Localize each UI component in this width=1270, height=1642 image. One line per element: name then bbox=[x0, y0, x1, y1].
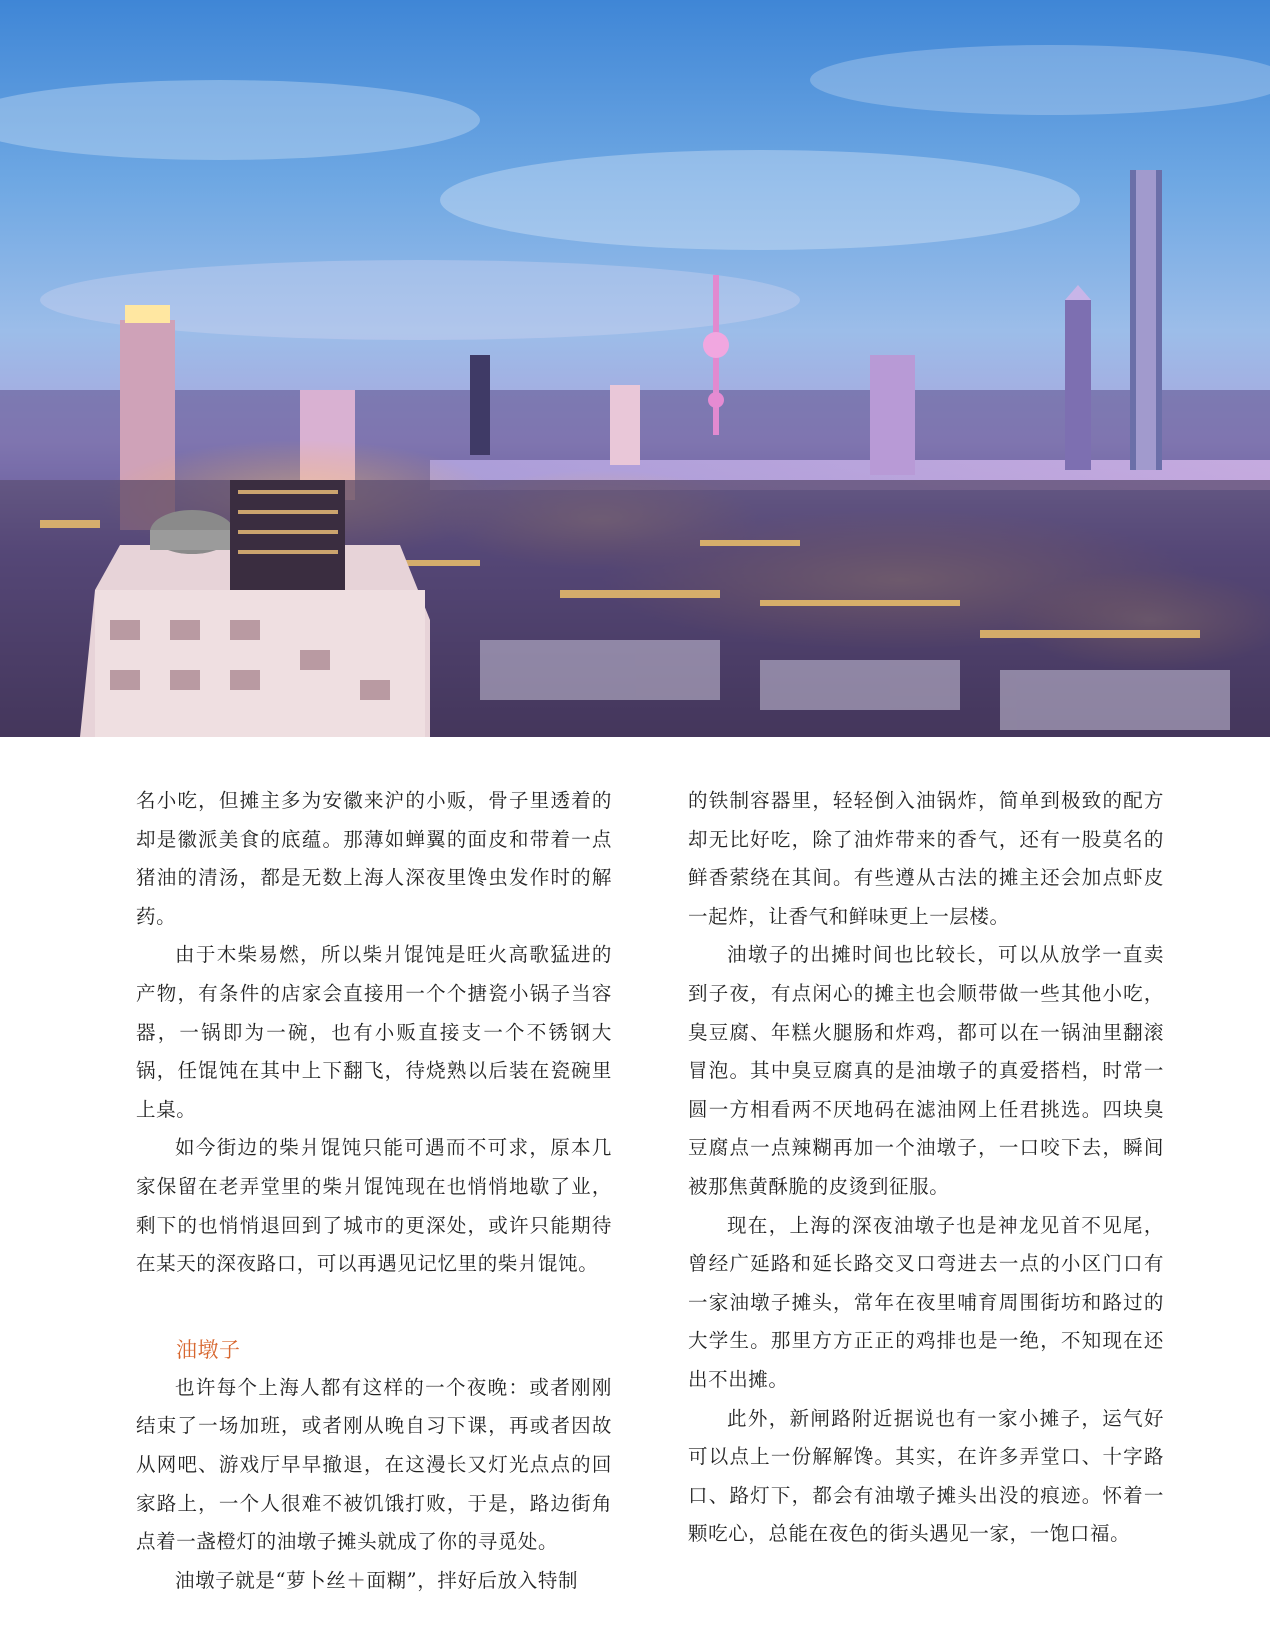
paragraph: 现在，上海的深夜油墩子也是神龙见首不见尾，曾经广延路和延长路交叉口弯进去一点的小区门口有一家油墩子摊头，常年在夜里哺育周围街坊和路过的大学生。那里方方正正的鸡排也是一绝，不知现在还出不出摊。 bbox=[688, 1213, 1164, 1391]
article-left-column bbox=[136, 782, 612, 1600]
hero-cityscape-photo bbox=[0, 0, 1270, 737]
paragraph: 也许每个上海人都有这样的一个夜晚：或者刚刚结束了一场加班，或者刚从晚自习下课，再或者因故从网吧、游戏厅早早撤退，在这漫长又灯光点点的回家路上，一个人很难不被饥饿打败，于是，路边街角点着一盏橙灯的油墩子摊头就成了你的寻觅处。 bbox=[136, 1375, 612, 1554]
article-right-column bbox=[688, 782, 1164, 1554]
paragraph: 名小吃，但摊主多为安徽来沪的小贩，骨子里透着的却是徽派美食的底蕴。那薄如蝉翼的面皮和带着一点猪油的清汤，都是无数上海人深夜里馋虫发作时的解药。 bbox=[136, 789, 612, 928]
paragraph: 油墩子就是“萝卜丝＋面糊”，拌好后放入特制 bbox=[175, 1568, 579, 1592]
paragraph: 此外，新闸路附近据说也有一家小摊子，运气好可以点上一份解解馋。其实，在许多弄堂口、十字路口、路灯下，都会有油墩子摊头出没的痕迹。怀着一颗吃心，总能在夜色的街头遇见一家，一饱口福。 bbox=[688, 1406, 1164, 1546]
section-heading: 油墩子 bbox=[176, 1337, 241, 1362]
cityscape-illustration bbox=[0, 0, 1270, 737]
paragraph: 由于木柴易燃，所以柴爿馄饨是旺火高歌猛进的产物，有条件的店家会直接用一个个搪瓷小锅子当容器，一锅即为一碗，也有小贩直接支一个不锈钢大锅，任馄饨在其中上下翻飞，待烧熟以后装在瓷碗里上桌。 bbox=[136, 943, 612, 1121]
paragraph: 的铁制容器里，轻轻倒入油锅炸，简单到极致的配方却无比好吃，除了油炸带来的香气，还有一股莫名的鲜香萦绕在其间。有些遵从古法的摊主还会加点虾皮一起炸，让香气和鲜味更上一层楼。 bbox=[688, 789, 1164, 928]
paragraph: 如今街边的柴爿馄饨只能可遇而不可求，原本几家保留在老弄堂里的柴爿馄饨现在也悄悄地歇了业，剩下的也悄悄退回到了城市的更深处，或许只能期待在某天的深夜路口，可以再遇见记忆里的柴爿馄饨。 bbox=[136, 1136, 612, 1276]
paragraph: 油墩子的出摊时间也比较长，可以从放学一直卖到子夜，有点闲心的摊主也会顺带做一些其他小吃，臭豆腐、年糕火腿肠和炸鸡，都可以在一锅油里翻滚冒泡。其中臭豆腐真的是油墩子的真爱搭档，时常一圆一方相看两不厌地码在滤油网上任君挑选。四块臭豆腐点一点辣糊再加一个油墩子，一口咬下去，瞬间被那焦黄酥脆的皮烫到征服。 bbox=[688, 943, 1164, 1198]
